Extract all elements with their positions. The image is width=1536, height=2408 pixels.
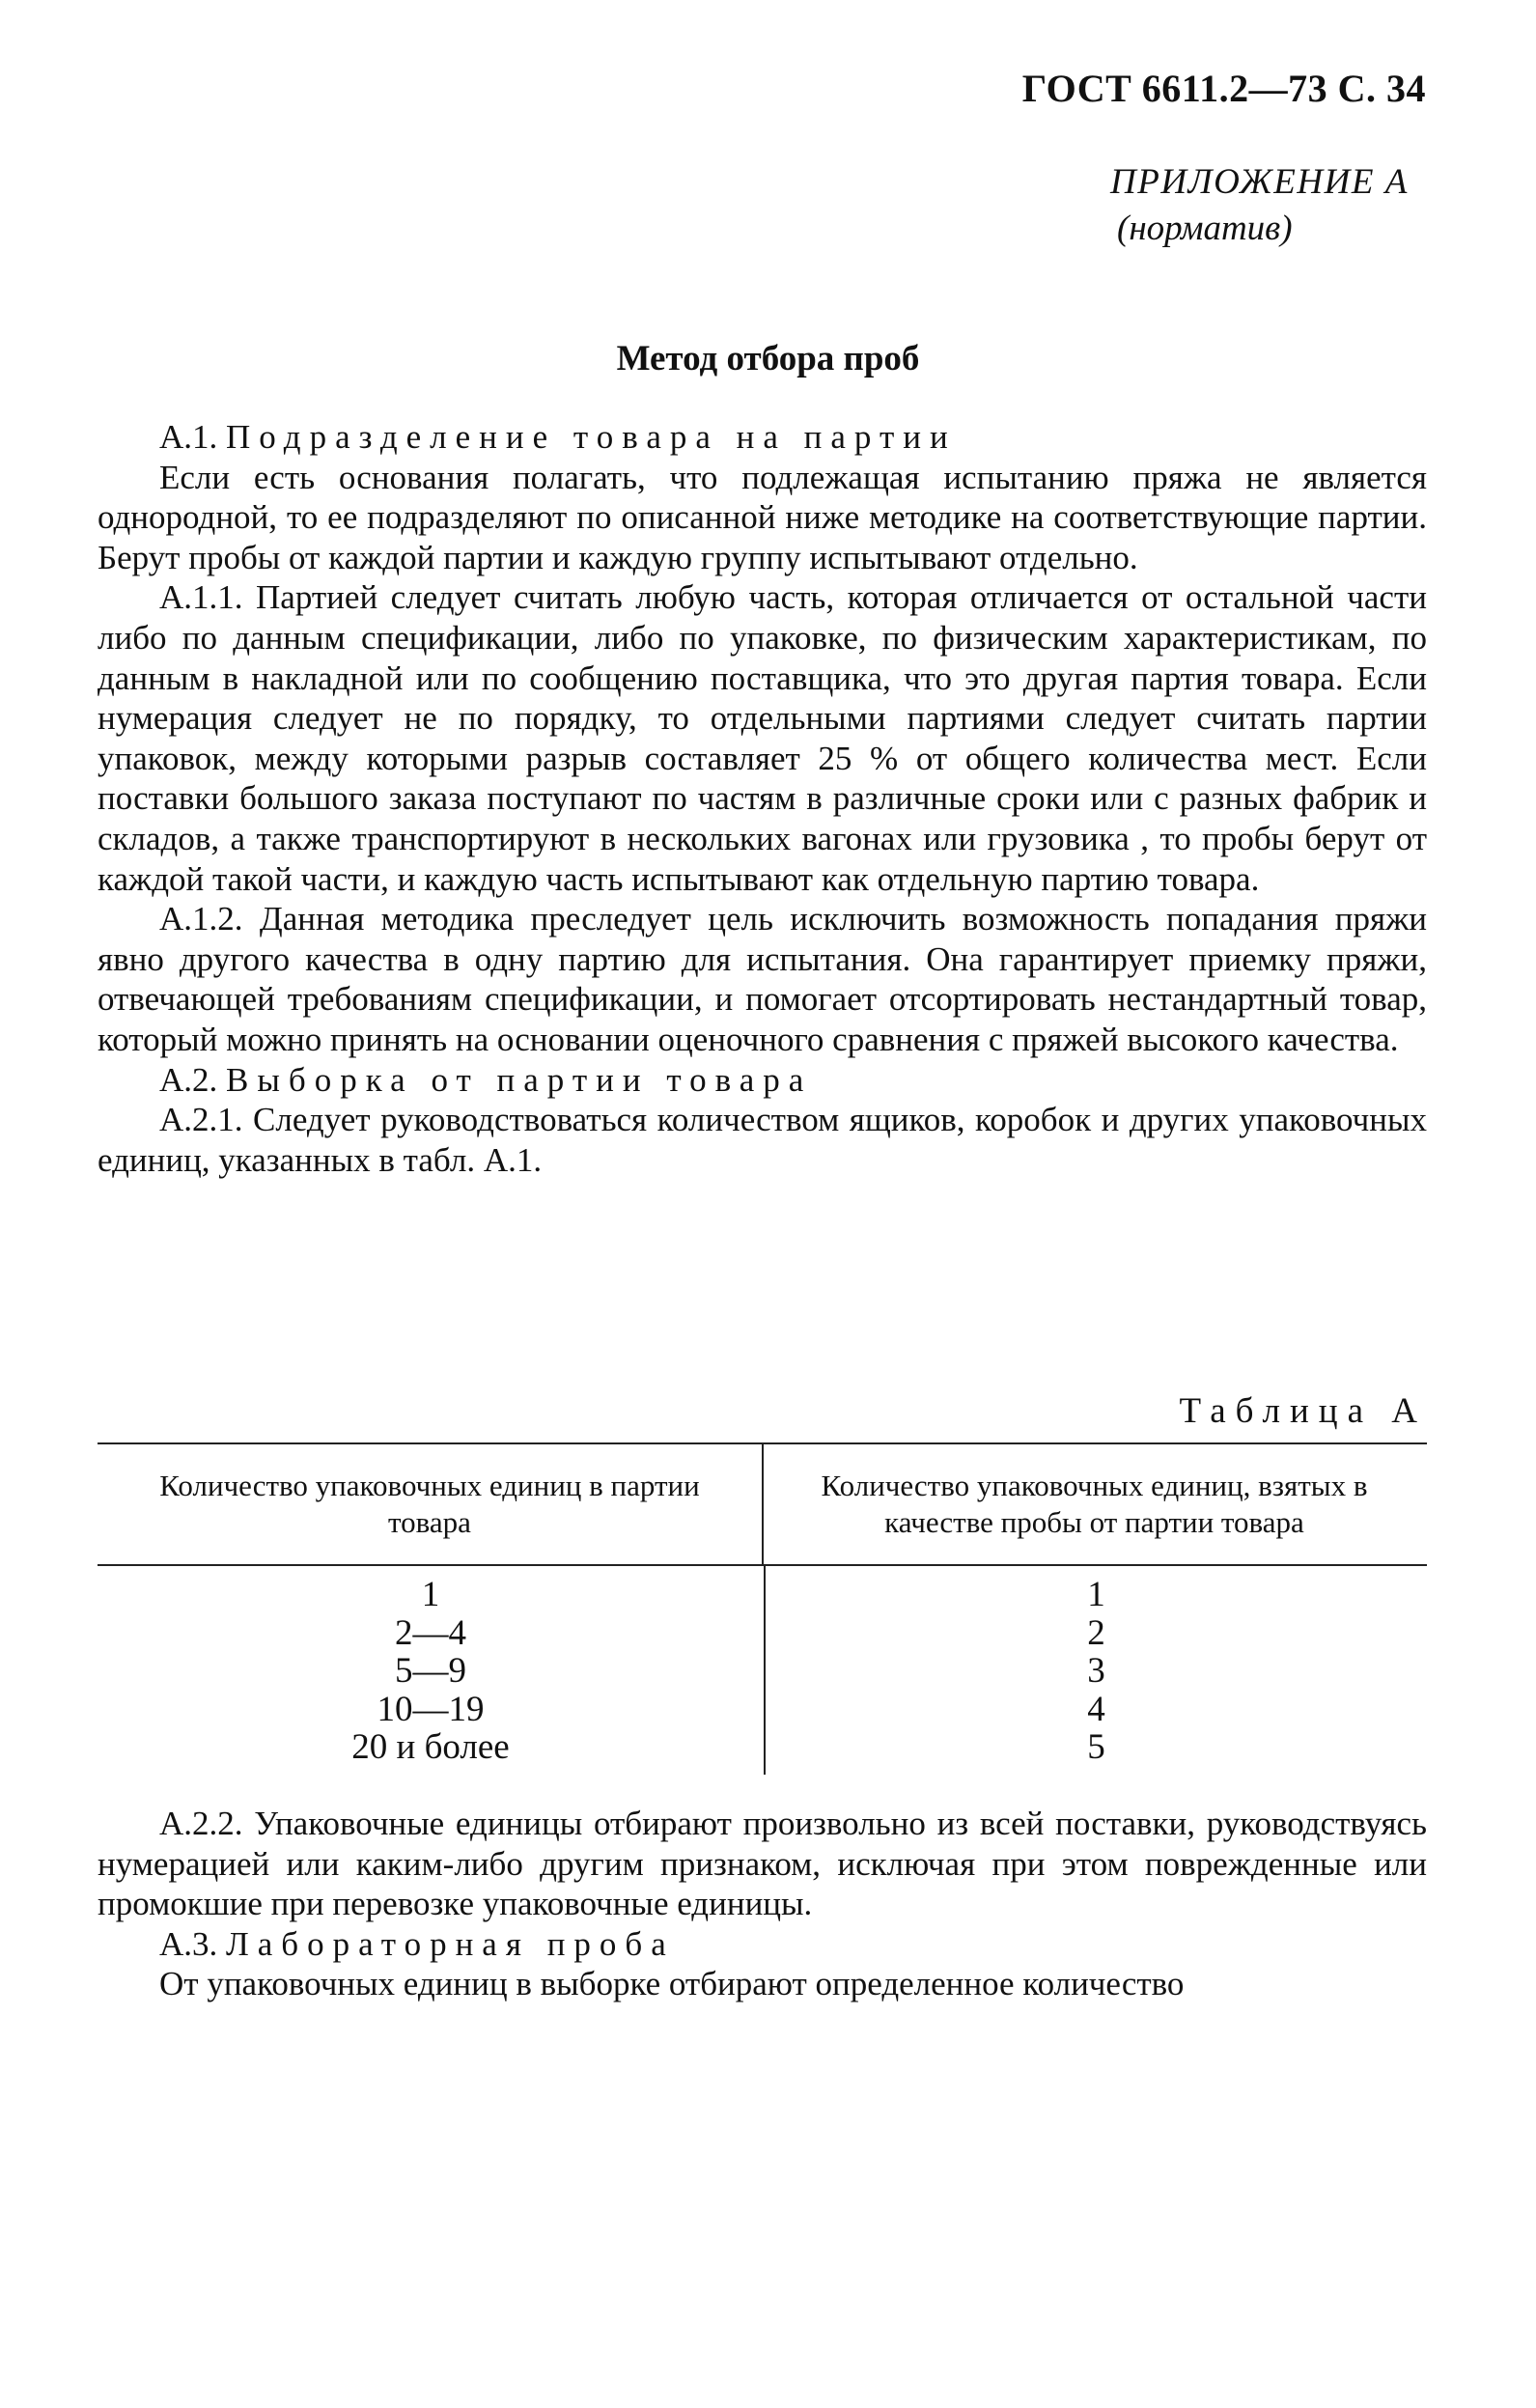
table-header-cell: Количество упаковочных единиц в партии товара (98, 1444, 764, 1564)
paragraph: От упаковочных единиц в выборке отбирают определенное количество (159, 1965, 1185, 2003)
table-column-lot-size (98, 1566, 766, 1775)
table-cell: 3 (1087, 1651, 1105, 1691)
table-header-row (98, 1444, 1427, 1566)
table-column-sample-size (766, 1566, 1427, 1775)
appendix-type: (норматив) (1117, 209, 1293, 248)
section-number: А.1. (159, 418, 218, 456)
section-heading-a3 (98, 1924, 1427, 1965)
page-title: Метод отбора проб (616, 339, 920, 378)
section-number: А.2. (159, 1060, 218, 1099)
section-heading-a1 (98, 417, 1427, 458)
table-cell: 5 (1087, 1727, 1105, 1767)
table-cell: 2—4 (395, 1612, 466, 1653)
table-cell: 20 и более (351, 1727, 510, 1767)
table-cell: 1 (1087, 1575, 1105, 1614)
table-caption: Таблица А (1179, 1391, 1427, 1431)
paragraph: Если есть основания полагать, что подлежащая испытанию пряжа не является однородной, то ее подразделяют по описанной ниже методике на соответствующие партии. Берут пробы от каждой партии и каждую группу испытывают отдельно. (98, 458, 1427, 576)
table-cell: 2 (1087, 1612, 1105, 1653)
paragraph: А.2.1. Следует руководствоваться количеством ящиков, коробок и других упаковочных единиц, указанных в табл. А.1. (98, 1101, 1427, 1179)
table-cell: 10—19 (377, 1689, 485, 1729)
appendix-label: ПРИЛОЖЕНИЕ А (1110, 162, 1409, 202)
table-cell: 5—9 (395, 1651, 466, 1691)
section-title: Выборка от партии товара (226, 1060, 813, 1099)
section-number: А.3. (159, 1924, 218, 1963)
section-title: Лабораторная проба (226, 1924, 675, 1963)
appendix-label-block (1110, 159, 1409, 252)
table-cell: 1 (421, 1575, 440, 1614)
document-reference: ГОСТ 6611.2—73 С. 34 (1021, 67, 1426, 110)
paragraph: А.2.2. Упаковочные единицы отбирают произвольно из всей поставки, руководствуясь нумерацией или каким-либо другим признаком, исключая при этом поврежденные или промокшие при перевозке упаковочные единицы. (98, 1805, 1427, 1923)
section-title: Подразделение товара на партии (226, 418, 957, 456)
section-heading-a2 (98, 1060, 1427, 1101)
sampling-table (98, 1442, 1427, 1775)
table-body (98, 1566, 1427, 1775)
paragraph: А.1.2. Данная методика преследует цель исключить возможность попадания пряжи явно другого качества в одну партию для испытания. Она гарантирует приемку пряжи, отвечающей требованиям спецификации, и помогает отсортировать нестандартный товар, который можно принять на основании оценочного сравнения с пряжей высокого качества. (98, 900, 1427, 1058)
table-header-cell: Количество упаковочных единиц, взятых в качестве пробы от партии товара (821, 1469, 1368, 1539)
paragraph: А.1.1. Партией следует считать любую часть, которая отличается от остальной части либо по данным спецификации, либо по упаковке, по физическим характеристикам, по данным в накладной или по сообщению поставщика, что это другая партия товара. Если нумерация следует не по порядку, то отдельными партиями следует считать партии упаковок, между которыми разрыв составляет 25 % от общего количества мест. Если поставки большого заказа поступают по частям в различные сроки или с разных фабрик и складов, а также транспортируют в нескольких вагонах или грузовика , то пробы берут от каждой такой части, и каждую часть испытывают как отдельную партию товара. (98, 578, 1427, 898)
section-a1 (98, 417, 1427, 1180)
section-after-table (98, 1804, 1427, 2004)
table-cell: 4 (1087, 1689, 1105, 1729)
